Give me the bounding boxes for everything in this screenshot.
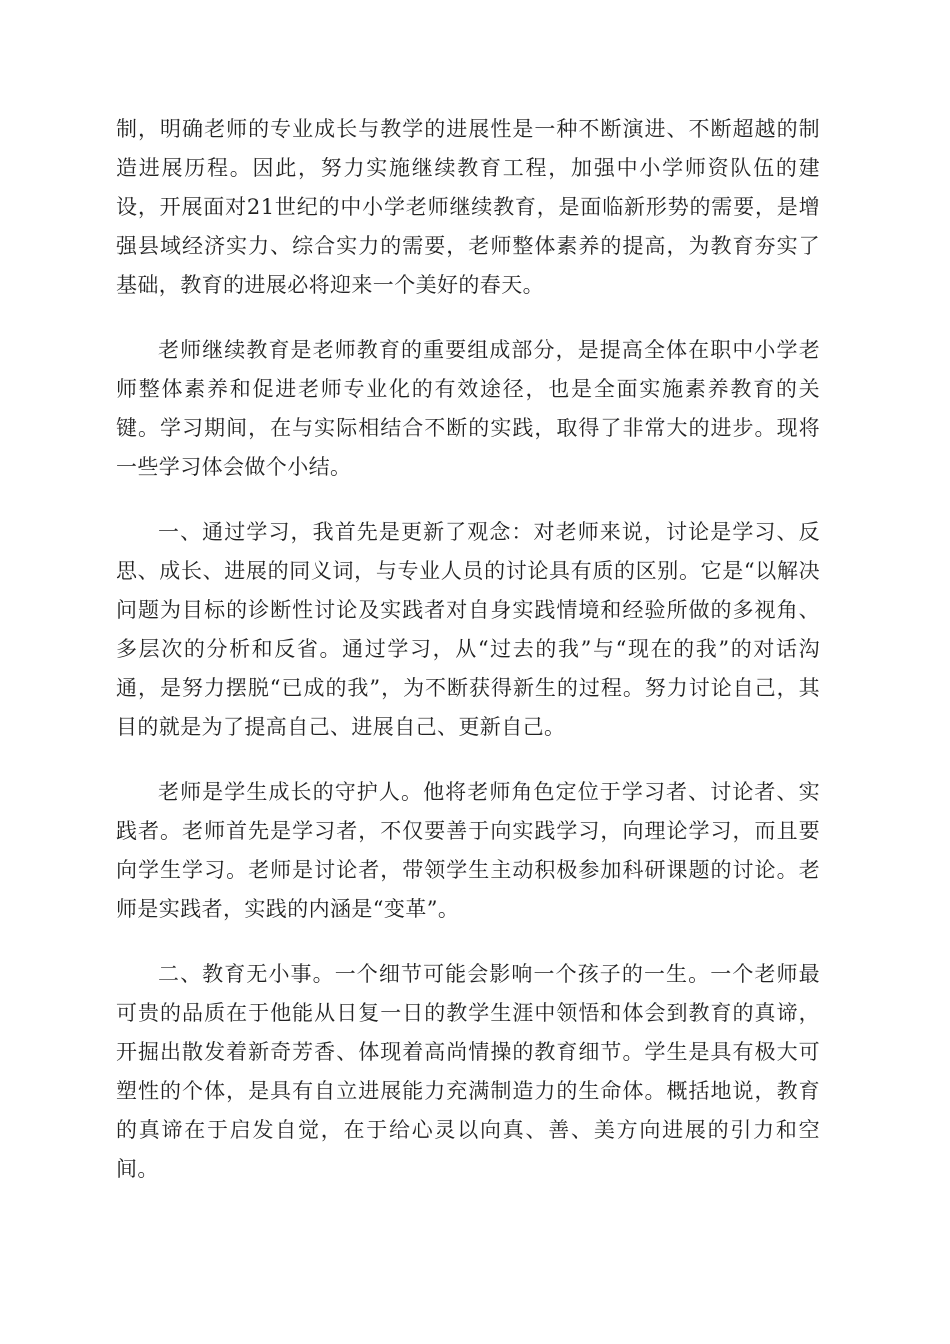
paragraph-continuing-education: 老师继续教育是老师教育的重要组成部分，是提高全体在职中小学老师整体素养和促进老师专业化的有效途径，也是全面实施素养教育的关键。学习期间，在与实际相结合不断的实践，取得了非常大的进步。现将一些学习体会做个小结。 bbox=[116, 338, 820, 479]
paragraph-continuation: 制，明确老师的专业成长与教学的进展性是一种不断演进、不断超越的制造进展历程。因此，努力实施继续教育工程，加强中小学师资队伍的建设，开展面对21世纪的中小学老师继续教育，是面临新形势的需要，是增强县域经济实力、综合实力的需要，老师整体素养的提高，为教育夯实了基础，教育的进展必将迎来一个美好的春天。 bbox=[116, 117, 820, 297]
paragraph-point-one: 一、通过学习，我首先是更新了观念：对老师来说，讨论是学习、反思、成长、进展的同义词，与专业人员的讨论具有质的区别。它是“以解决问题为目标的诊断性讨论及实践者对自身实践情境和经验所做的多视角、多层次的分析和反省。通过学习，从“过去的我”与“现在的我”的对话沟通，是努力摆脱“已成的我”，为不断获得新生的过程。努力讨论自己，其目的就是为了提高自己、进展自己、更新自己。 bbox=[116, 520, 820, 739]
paragraph-teacher-roles: 老师是学生成长的守护人。他将老师角色定位于学习者、讨论者、实践者。老师首先是学习者，不仅要善于向实践学习，向理论学习，而且要向学生学习。老师是讨论者，带领学生主动积极参加科研课题的讨论。老师是实践者，实践的内涵是“变革”。 bbox=[116, 780, 820, 921]
paragraph-point-two: 二、教育无小事。一个细节可能会影响一个孩子的一生。一个老师最可贵的品质在于他能从日复一日的教学生涯中领悟和体会到教育的真谛，开掘出散发着新奇芳香、体现着高尚情操的教育细节。学生是具有极大可塑性的个体，是具有自立进展能力充满制造力的生命体。概括地说，教育的真谛在于启发自觉，在于给心灵以向真、善、美方向进展的引力和空间。 bbox=[116, 962, 820, 1181]
